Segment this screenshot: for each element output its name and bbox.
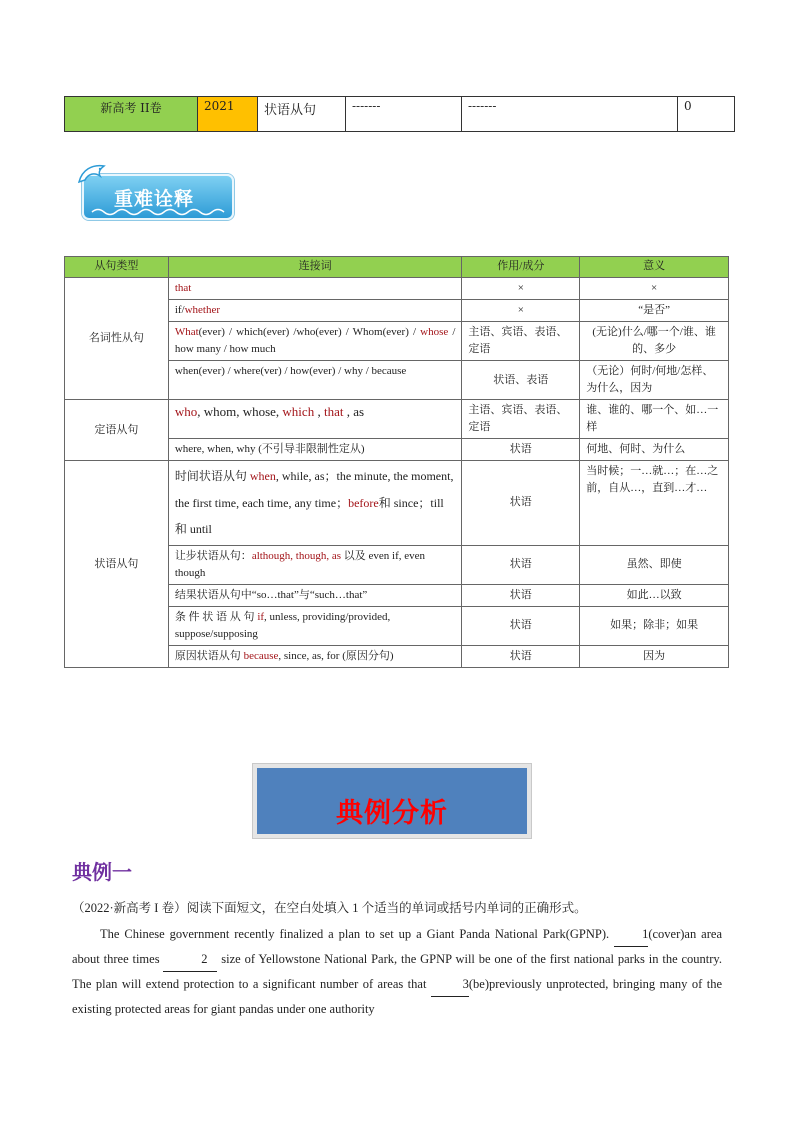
role-cell: 状语、表语 xyxy=(462,361,580,400)
conj-cell xyxy=(168,461,462,545)
example-analysis-banner xyxy=(252,763,532,839)
topic-cell: 状语从句 xyxy=(258,97,346,132)
meaning-cell: 当时候；一…就…；在…之前，自从…，直到…才… xyxy=(580,461,729,545)
role-cell: 主语、宾语、表语、定语 xyxy=(462,400,580,439)
role-cell: 状语 xyxy=(462,439,580,461)
table-row xyxy=(65,278,729,300)
role-cell: 状语 xyxy=(462,584,580,606)
table-row xyxy=(65,461,729,545)
conj-whether: whether xyxy=(184,304,221,317)
passage-text: The Chinese government recently finalized a plan to set up a Giant Panda National Park(GPNP). xyxy=(100,927,615,941)
count-cell: 0 xyxy=(678,97,735,132)
conj-cell xyxy=(168,322,462,361)
conj-which: which xyxy=(282,404,315,420)
conj-cell: that xyxy=(168,278,462,300)
conj-because: because xyxy=(243,649,279,662)
conj-cell xyxy=(168,300,462,322)
header-conjunction: 连接词 xyxy=(168,257,462,278)
role-cell: × xyxy=(462,300,580,322)
blank-2[interactable]: 2 xyxy=(163,947,217,972)
conj-cell xyxy=(168,545,462,584)
dash-cell-1: ------- xyxy=(346,97,462,132)
conj-that: that xyxy=(323,404,344,420)
header-meaning: 意义 xyxy=(580,257,729,278)
conj-what: What xyxy=(174,326,199,339)
role-cell: 状语 xyxy=(462,645,580,667)
meaning-cell: （无论）何时/何地/怎样、为什么，因为 xyxy=(580,361,729,400)
meaning-cell: 虽然、即使 xyxy=(580,545,729,584)
conj-list-2: / how many / how much xyxy=(174,326,456,356)
meaning-cell: (无论)什么/哪一个/谁、谁的、多少 xyxy=(580,322,729,361)
blank-3[interactable]: 3 xyxy=(431,972,469,997)
year-cell: 2021 xyxy=(198,97,258,132)
conj-text: , while, as；the minute, the moment, the first time, each time, any time； xyxy=(174,469,454,510)
banner-title: 典例分析 xyxy=(336,797,448,829)
conj-text: 原因状语从句 xyxy=(174,649,244,662)
conj-text: 和 since；till 和 until xyxy=(174,495,444,537)
conj-text: , xyxy=(314,404,324,420)
adverbial-clause-label: 状语从句 xyxy=(65,461,169,667)
exam-cell: 新高考 II卷 xyxy=(65,97,198,132)
banner-panel xyxy=(257,768,527,834)
conj-when: when xyxy=(249,469,276,484)
dolphin-icon xyxy=(76,160,110,190)
conj-text: 以及 even if, even though xyxy=(174,549,426,579)
conj-cell: when(ever) / where(ver) / how(ever) / why / because xyxy=(168,361,462,400)
noun-clause-label: 名词性从句 xyxy=(65,278,169,400)
meaning-cell: 如此…以致 xyxy=(580,584,729,606)
conj-text: , whom, whose, xyxy=(197,404,283,420)
conj-cell xyxy=(168,400,462,439)
meaning-cell: × xyxy=(580,278,729,300)
blank-1[interactable]: 1 xyxy=(614,922,648,947)
attributive-clause-label: 定语从句 xyxy=(65,400,169,461)
table-row xyxy=(65,400,729,439)
conj-cell xyxy=(168,645,462,667)
clause-table xyxy=(64,256,729,668)
role-cell: 主语、宾语、表语、定语 xyxy=(462,322,580,361)
role-cell: 状语 xyxy=(462,606,580,645)
conj-text: , since, as, for (原因分句) xyxy=(278,649,394,662)
section-badge-label: 重难诠释 xyxy=(114,188,195,210)
meaning-cell: 因为 xyxy=(580,645,729,667)
role-cell: × xyxy=(462,278,580,300)
meaning-cell: “是否” xyxy=(580,300,729,322)
example-instructions: （2022·新高考 I 卷）阅读下面短文，在空白处填入 1 个适当的单词或括号内单词的正确形式。 xyxy=(72,901,587,915)
meaning-cell: 谁、谁的、哪一个、如…一样 xyxy=(580,400,729,439)
conj-before: before xyxy=(348,495,379,510)
role-cell: 状语 xyxy=(462,461,580,545)
conj-cell xyxy=(168,606,462,645)
passage-text: (be)previously unprotected, bringing many of the existing protected areas for giant pandas under one authority xyxy=(72,977,722,1016)
conj-cell: 结果状语从句中“so…that”与“such…that” xyxy=(168,584,462,606)
example-title: 典例一 xyxy=(72,860,132,884)
dash-cell-2: ------- xyxy=(462,97,678,132)
conj-whose: whose xyxy=(420,326,449,339)
meaning-cell: 何地、何时、为什么 xyxy=(580,439,729,461)
summary-row-table xyxy=(64,96,735,132)
conj-text: 时间状语从句 xyxy=(174,469,250,484)
conj-who: who xyxy=(174,404,198,420)
passage-text: (cover)an area about three times xyxy=(72,927,722,966)
conj-text: , as xyxy=(343,404,365,420)
conj-text: , unless, providing/provided, suppose/supposing xyxy=(174,610,391,640)
conj-although: although, though, as xyxy=(251,549,342,562)
conj-cell: where, when, why (不引导非限制性定从) xyxy=(168,439,462,461)
header-clause-type: 从句类型 xyxy=(65,257,169,278)
example-passage xyxy=(72,922,722,1021)
conj-if: if/ xyxy=(174,304,185,317)
conj-list: (ever) / which(ever) /who(ever) / Whom(ever) / xyxy=(198,326,417,339)
conj-if: if xyxy=(257,610,265,623)
wave-decoration-icon xyxy=(90,206,226,216)
conj-text: 让步状语从句： xyxy=(174,549,252,562)
header-function: 作用/成分 xyxy=(462,257,580,278)
conj-text: 条 件 状 语 从 句 xyxy=(174,610,258,623)
meaning-cell: 如果；除非；如果 xyxy=(580,606,729,645)
passage-text: size of Yellowstone National Park, the GPNP will be one of the first national parks in the country. The plan will extend protection to a significant number of areas that xyxy=(72,952,722,991)
role-cell: 状语 xyxy=(462,545,580,584)
